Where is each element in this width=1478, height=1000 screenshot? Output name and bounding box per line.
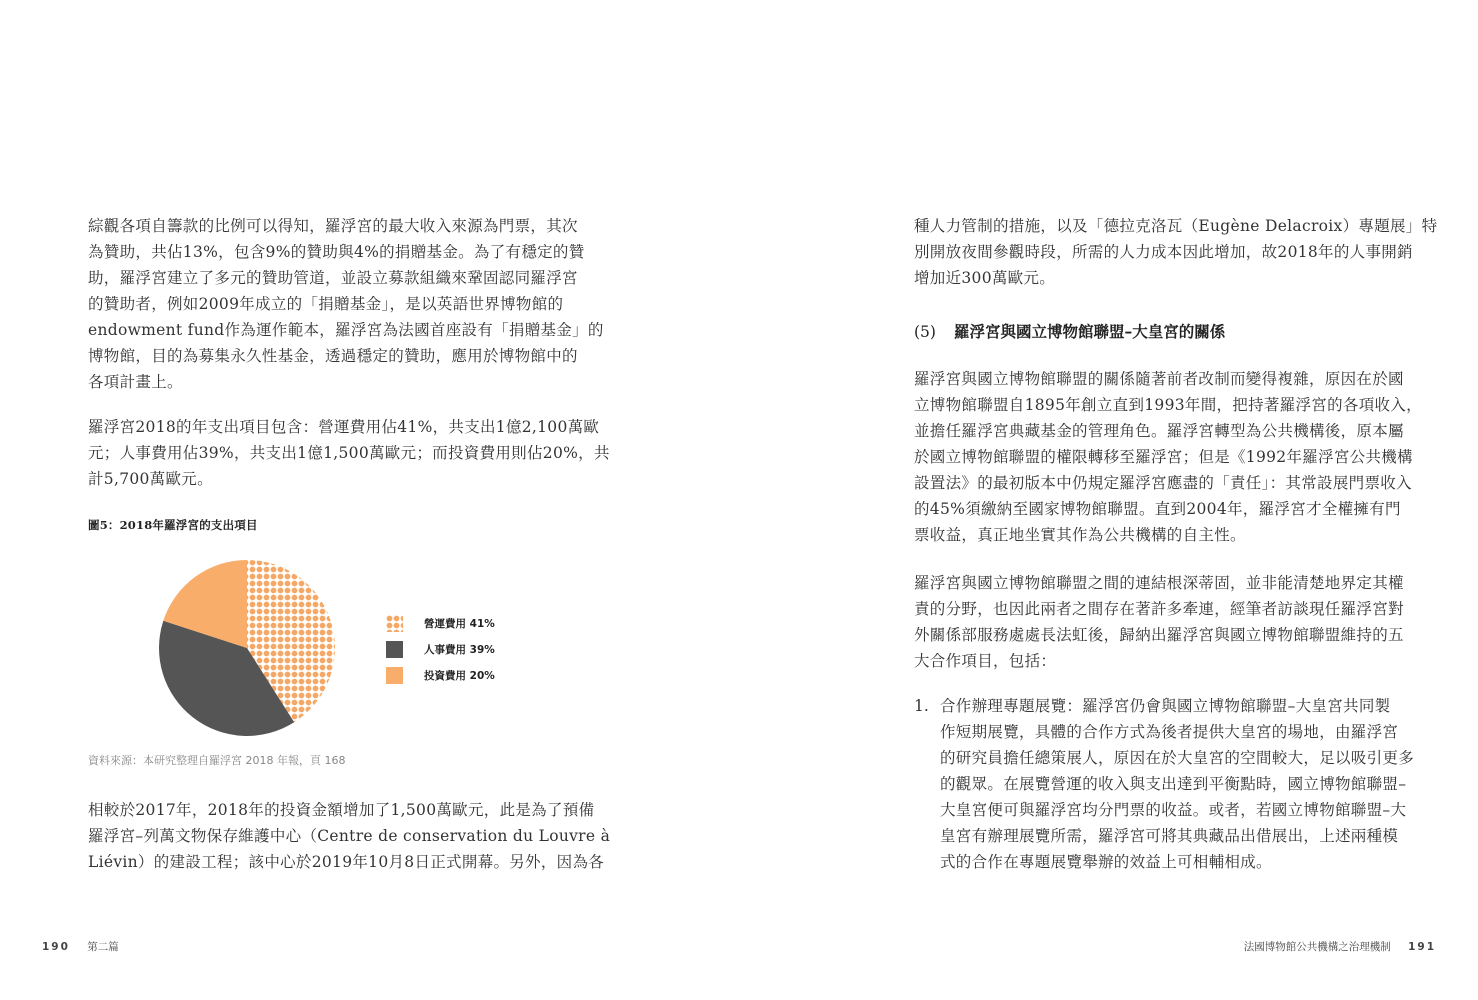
pie-chart — [158, 559, 336, 737]
list-item-body: 合作辦理專題展覽：羅浮宮仍會與國立博物館聯盟–大皇宮共同製 作短期展覽，具體的合作方式為後者提供大皇宮的場地，由羅浮宮 的研究員擔任總策展人，原因在於大皇宮的空間較大，足以吸引更多 的觀眾。在展覽營運的收入與支出達到平衡點時，國立博物館聯盟– 大皇宮便可與羅浮宮均分門票的收益。或者，若國立博物館聯盟–大 皇宮有辦理展覽所需，羅浮宮可將其典藏品出借展出，上述兩種模 式的合作在專題展覽舉辦的效益上可相輔相成。 — [940, 697, 1415, 871]
right-footer — [1244, 939, 1436, 954]
section-heading: (5) 羅浮宮與國立博物館聯盟–大皇宮的關係 — [914, 322, 1226, 341]
paragraph-investment: 相較於2017年，2018年的投資金額增加了1,500萬歐元，此是為了預備 羅浮宮–列萬文物保存維護中心（Centre de conservation du Louvre à Liévin）的建設工程；該中心於2019年10月8日正式開幕。另外，因為各 — [88, 801, 611, 871]
pie-chart-svg — [158, 559, 336, 737]
legend-swatch-personnel — [386, 641, 403, 658]
paragraph-expenditure: 羅浮宮2018的年支出項目包含：營運費用佔41%，共支出1億2,100萬歐 元；人事費用佔39%，共支出1億1,500萬歐元；而投資費用則佔20%，共 計5,700萬歐元。 — [88, 418, 610, 488]
chart-legend — [386, 610, 495, 688]
section-label: 第二篇 — [87, 941, 119, 953]
legend-label-personnel: 人事費用 39% — [424, 643, 495, 656]
left-footer — [42, 939, 119, 954]
paragraph-personnel-cost: 種人力管制的措施，以及「德拉克洛瓦（Eugène Delacroix）專題展」特 別開放夜間參觀時段，所需的人力成本因此增加，故2018年的人事開銷 增加近300萬歐元。 — [914, 217, 1438, 287]
page-number-left: 190 — [42, 941, 70, 953]
legend-item-operating — [386, 610, 495, 636]
legend-item-investment — [386, 662, 495, 688]
book-title: 法國博物館公共機構之治理機制 — [1243, 941, 1391, 953]
list-number: 1. — [914, 697, 929, 715]
legend-swatch-investment — [386, 667, 403, 684]
legend-swatch-operating — [386, 615, 403, 632]
paragraph-cooperation: 羅浮宮與國立博物館聯盟之間的連結根深蒂固，並非能清楚地界定其權 責的分野，也因此兩者之間存在著許多牽連，經筆者訪談現任羅浮宮對 外關係部服務處處長法虹後，歸納出羅浮宮與國立博物館聯盟維持的五 大合作項目，包括： — [914, 574, 1404, 670]
paragraph-self-funding: 綜觀各項自籌款的比例可以得知，羅浮宮的最大收入來源為門票，其次 為贊助，共佔13%，包含9%的贊助與4%的捐贈基金。為了有穩定的贊 助，羅浮宮建立了多元的贊助管道，並設立募款組織來鞏固認同羅浮宮 的贊助者，例如2009年成立的「捐贈基金」，是以英語世界博物館的 endowment fund作為運作範本，羅浮宮為法國首座設有「捐贈基金」的 博物館，目的為募集永久性基金，透過穩定的贊助，應用於博物館中的 各項計畫上。 — [88, 217, 604, 391]
figure-source: 資料來源：本研究整理自羅浮宮 2018 年報，頁 168 — [88, 754, 346, 767]
paragraph-relationship: 羅浮宮與國立博物館聯盟的關係隨著前者改制而變得複雜，原因在於國 立博物館聯盟自1895年創立直到1993年間，把持著羅浮宮的各項收入， 並擔任羅浮宮典藏基金的管理角色。羅浮宮轉型為公共機構後，原本屬 於國立博物館聯盟的權限轉移至羅浮宮；但是《1992年羅浮宮公共機構 設置法》的最初版本中仍規定羅浮宮應盡的「責任」：其常設展門票收入 的45%須繳納至國家博物館聯盟。直到2004年，羅浮宮才全權擁有門 票收益，真正地坐實其作為公共機構的自主性。 — [914, 370, 1422, 544]
legend-label-operating: 營運費用 41% — [424, 617, 495, 630]
legend-item-personnel — [386, 636, 495, 662]
figure-title: 圖5：2018年羅浮宮的支出項目 — [88, 518, 258, 532]
legend-label-investment: 投資費用 20% — [424, 669, 495, 682]
right-page — [739, 0, 1478, 1000]
page-number-right: 191 — [1408, 941, 1436, 953]
